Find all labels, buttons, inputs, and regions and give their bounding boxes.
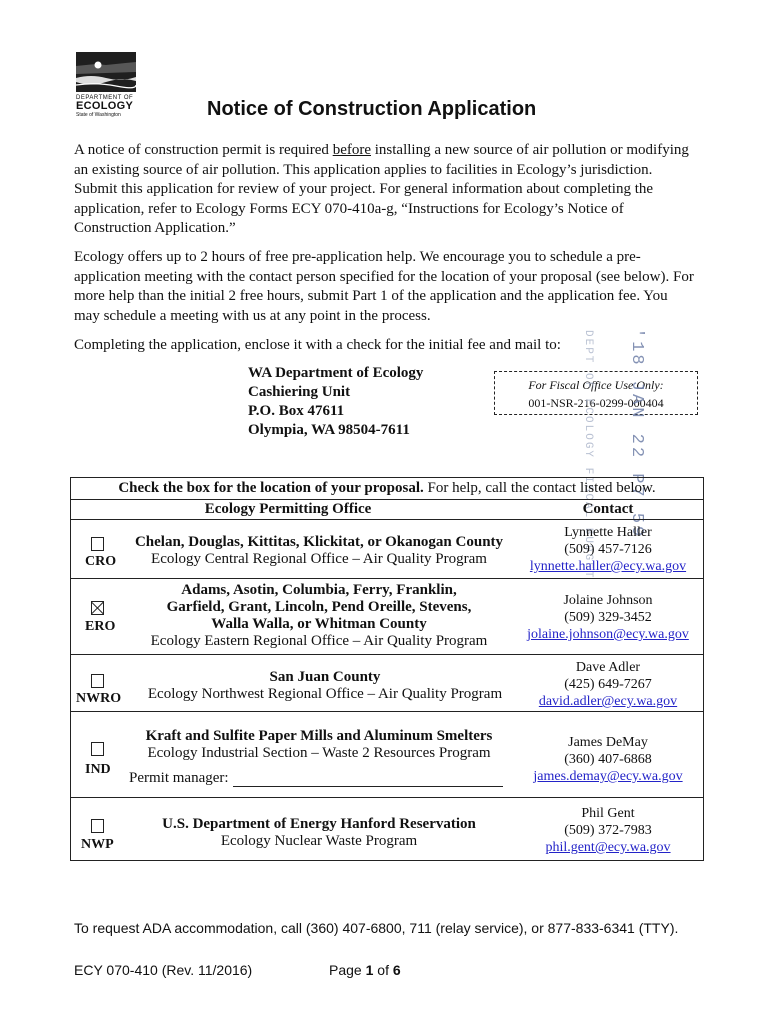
program-nwp: Ecology Nuclear Waste Program (220, 833, 418, 849)
permitting-office-table (70, 477, 704, 861)
fiscal-office-number: 001-NSR-216-0299-000404 (528, 396, 664, 410)
contact-email-cro[interactable]: lynnette.haller@ecy.wa.gov (529, 559, 687, 574)
contact-nwro (511, 659, 705, 710)
contact-ero (511, 592, 705, 643)
counties-nwro: San Juan County (269, 669, 381, 685)
contact-name-ero: Jolaine Johnson (563, 593, 653, 608)
contact-nwp (511, 805, 705, 856)
column-header-office: Ecology Permitting Office (204, 501, 372, 517)
checkbox-ind[interactable] (91, 742, 104, 756)
program-nwro: Ecology Northwest Regional Office – Air Quality Program (147, 686, 503, 702)
office-code-ero: ERO (85, 619, 116, 634)
intro-paragraph-2: Ecology offers up to 2 hours of free pre-application help. We encourage you to schedule a pre-application meeting with the contact person specified for the location of your proposal (see below). For more help than the initial 2 free hours, submit Part 1 of the application and the application fee. You may schedule a meeting with us at any point in the process. (74, 249, 694, 324)
office-row-ind (71, 712, 703, 798)
contact-phone-nwro: (425) 649-7267 (564, 677, 652, 692)
office-code-nwro: NWRO (76, 691, 122, 706)
counties-ero-line-1: Adams, Asotin, Columbia, Ferry, Franklin, (181, 582, 457, 598)
office-row-nwro (71, 655, 703, 712)
office-description-nwp (129, 816, 509, 850)
checkbox-cro[interactable] (91, 537, 104, 551)
ada-accommodation-note: To request ADA accommodation, call (360) 407-6800, 711 (relay service), or 877-833-6341 (TTY). (74, 920, 679, 936)
contact-name-ind: James DeMay (568, 735, 648, 750)
office-description-cro (129, 534, 509, 568)
counties-cro: Chelan, Douglas, Kittitas, Klickitat, or Okanogan County (134, 534, 504, 550)
permit-manager-field[interactable] (233, 772, 503, 787)
column-header-contact: Contact (582, 501, 634, 517)
program-cro: Ecology Central Regional Office – Air Quality Program (151, 551, 487, 567)
contact-name-cro: Lynnette Haller (564, 525, 652, 540)
contact-email-nwro[interactable]: david.adler@ecy.wa.gov (538, 694, 678, 709)
intro-paragraph-3: Completing the application, enclose it with a check for the initial fee and mail to: (74, 337, 561, 353)
washington-state-logo-icon (76, 52, 136, 92)
address-line-2: Cashiering Unit (248, 384, 351, 400)
contact-name-nwp: Phil Gent (581, 806, 635, 821)
ecology-logo (76, 52, 140, 118)
counties-ind: Kraft and Sulfite Paper Mills and Aluminum Smelters (145, 728, 493, 744)
contact-phone-cro: (509) 457-7126 (564, 542, 652, 557)
intro-p1-start: A notice of construction permit is required (74, 142, 333, 158)
intro-p1-end: installing a new source of air pollution or modifying an existing source of air pollution. This application applies to facilities in Ecology’s jurisdiction. Submit this application for review of your project. For general information about completing the application, refer to Ecology Forms ECY 070-410a-g, “Instructions for Ecology’s Notice of Construction Application.” (74, 142, 689, 236)
office-row-ero (71, 579, 703, 655)
contact-email-ind[interactable]: james.demay@ecy.wa.gov (533, 769, 683, 784)
page-current: 1 (365, 962, 374, 978)
office-description-ind (129, 728, 509, 762)
mailing-address (248, 364, 423, 440)
permit-manager-label: Permit manager: (129, 770, 229, 786)
intro-p1-before: before (332, 142, 371, 158)
address-line-3: P.O. Box 47611 (248, 403, 345, 419)
logo-ecology: ECOLOGY (76, 100, 134, 112)
instruction-bold: Check the box for the location of your proposal. (118, 480, 424, 496)
office-row-cro (71, 520, 703, 579)
office-row-nwp (71, 798, 703, 860)
address-line-4: Olympia, WA 98504-7611 (248, 422, 410, 438)
counties-ero-line-2: Garfield, Grant, Lincoln, Pend Oreille, Stevens, (166, 599, 472, 615)
contact-email-nwp[interactable]: phil.gent@ecy.wa.gov (545, 840, 671, 855)
logo-department: DEPARTMENT OF (76, 95, 134, 101)
table-instruction (71, 478, 703, 500)
contact-phone-ind: (360) 407-6868 (564, 752, 652, 767)
office-code-nwp: NWP (81, 837, 114, 852)
page-number (329, 962, 401, 978)
contact-phone-ero: (509) 329-3452 (564, 610, 652, 625)
office-description-nwro (135, 669, 515, 703)
contact-name-nwro: Dave Adler (575, 660, 641, 675)
received-stamp-date: '18 JAN 22 P7 59 (627, 328, 646, 540)
office-code-ind: IND (85, 762, 111, 777)
checkbox-nwro[interactable] (91, 674, 104, 688)
fiscal-office-box (494, 371, 698, 415)
office-code-cro: CRO (85, 554, 117, 569)
counties-nwp: U.S. Department of Energy Hanford Reservation (162, 816, 476, 832)
instruction-rest: For help, call the contact listed below. (423, 480, 656, 496)
contact-phone-nwp: (509) 372-7983 (564, 823, 652, 838)
address-line-1: WA Department of Ecology (248, 365, 424, 381)
received-stamp-department: DEPT OF ECOLOGY FISCAL BUDGET (582, 330, 594, 580)
table-header-row (71, 500, 703, 520)
program-ind: Ecology Industrial Section – Waste 2 Resources Program (147, 745, 491, 761)
page-prefix: Page (329, 962, 366, 978)
contact-email-ero[interactable]: jolaine.johnson@ecy.wa.gov (527, 627, 689, 642)
contact-ind (511, 734, 705, 785)
permit-manager (129, 770, 503, 787)
program-ero: Ecology Eastern Regional Office – Air Quality Program (150, 633, 488, 649)
page-total: 6 (392, 962, 401, 978)
checkbox-nwp[interactable] (91, 819, 104, 833)
form-number: ECY 070-410 (Rev. 11/2016) (74, 962, 253, 978)
checkbox-ero[interactable] (91, 601, 104, 615)
counties-ero-line-3: Walla Walla, or Whitman County (211, 616, 427, 632)
office-description-ero (129, 582, 509, 650)
fiscal-office-label: For Fiscal Office Use Only: (528, 378, 664, 392)
page-of: of (373, 962, 393, 978)
page-title: Notice of Construction Application (207, 98, 537, 120)
contact-cro (511, 524, 705, 575)
intro-paragraph-1 (74, 141, 694, 239)
logo-state: State of Washington (76, 112, 121, 118)
